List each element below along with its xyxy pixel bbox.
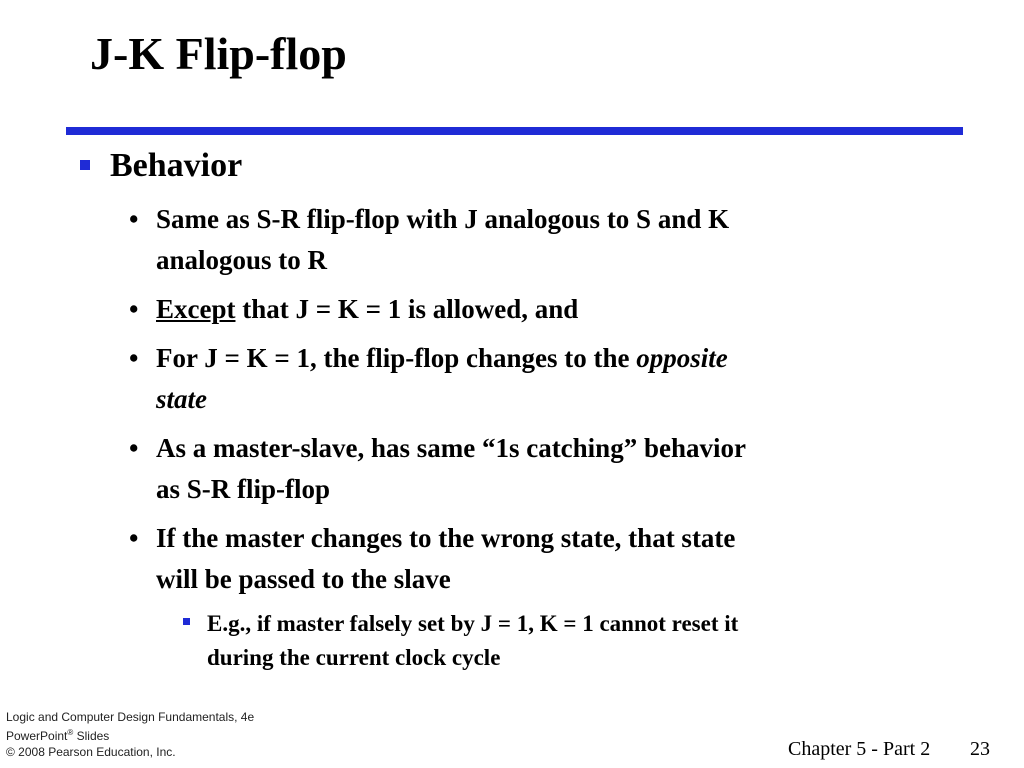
- sub-list-item: [207, 607, 907, 675]
- bullet-line: as S-R flip-flop: [156, 474, 331, 504]
- bullet-line: Same as S-R flip-flop with J analogous to S and K: [156, 204, 730, 234]
- footer-book-title: Logic and Computer Design Fundamentals, 4e: [6, 710, 255, 724]
- slide-title: J-K Flip-flop: [90, 28, 347, 79]
- bullet-text: that J = K = 1 is allowed, and: [235, 294, 579, 324]
- bullet-line: analogous to R: [156, 245, 328, 275]
- emphasis-italic: state: [156, 384, 207, 414]
- level1-square-bullet-icon: [80, 160, 90, 170]
- level3-square-bullet-icon: [183, 618, 190, 625]
- bullet-dot-icon: •: [129, 294, 139, 324]
- emphasis-underlined: Except: [156, 294, 236, 324]
- bullet-dot-icon: •: [129, 343, 139, 373]
- level1-heading: Behavior: [110, 147, 243, 184]
- footer-chapter: Chapter 5 - Part 2: [788, 738, 931, 760]
- bullet-line: during the current clock cycle: [207, 645, 501, 670]
- footer-slides-label: PowerPoint® Slides: [6, 728, 110, 743]
- bullet-line: E.g., if master falsely set by J = 1, K = 1 cannot reset it: [207, 611, 739, 636]
- list-item: [156, 428, 916, 510]
- bullet-text: For J = K = 1, the flip-flop changes to the: [156, 343, 637, 373]
- list-item: [156, 289, 916, 330]
- bullet-line: As a master-slave, has same “1s catching” behavior: [156, 433, 746, 463]
- list-item: [156, 199, 916, 281]
- bullet-line: will be passed to the slave: [156, 564, 451, 594]
- emphasis-italic: opposite: [636, 343, 728, 373]
- page-number: 23: [970, 738, 990, 760]
- list-item: [156, 518, 916, 600]
- list-item: [156, 338, 916, 420]
- title-divider: [66, 127, 963, 135]
- bullet-dot-icon: •: [129, 433, 139, 463]
- bullet-dot-icon: •: [129, 523, 139, 553]
- bullet-dot-icon: •: [129, 204, 139, 234]
- footer-copyright: © 2008 Pearson Education, Inc.: [6, 745, 176, 759]
- footer-credits: [6, 709, 254, 760]
- bullet-line: If the master changes to the wrong state, that state: [156, 523, 736, 553]
